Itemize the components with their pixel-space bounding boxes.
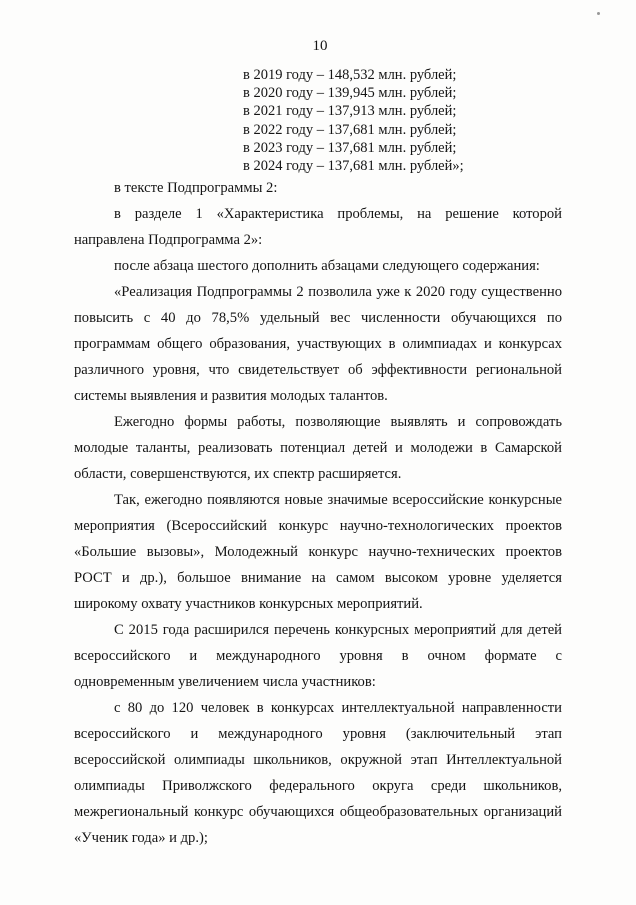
- paragraph-line: всероссийского и международного уровня (заключительный этап: [74, 726, 562, 742]
- budget-line-2020: в 2020 году – 139,945 млн. рублей;: [243, 85, 457, 102]
- paragraph-line: С 2015 года расширился перечень конкурсных мероприятий для детей: [114, 622, 562, 638]
- paragraph-line: программам общего образования, участвующих в олимпиадах и конкурсах: [74, 336, 562, 352]
- budget-line-2023: в 2023 году – 137,681 млн. рублей;: [243, 139, 457, 156]
- budget-line-2021: в 2021 году – 137,913 млн. рублей;: [243, 103, 457, 120]
- paragraph-80-to-120: [74, 695, 562, 851]
- paragraph-line: области, совершенствуются, их спектр расширяется.: [74, 466, 402, 482]
- paragraph-line: молодые таланты, реализовать потенциал детей и молодежи в Самарской: [74, 440, 562, 456]
- paragraph-realization: [74, 279, 562, 409]
- paragraph-yearly-forms: [74, 409, 562, 487]
- paragraph-line: с 80 до 120 человек в конкурсах интеллектуальной направленности: [114, 700, 562, 716]
- paragraph-since-2015: [74, 617, 562, 695]
- budget-list: [243, 66, 464, 175]
- paragraph-line: одновременным увеличением числа участников:: [74, 674, 376, 690]
- paragraph-line: направлена Подпрограмма 2»:: [74, 232, 263, 248]
- budget-line-2019: в 2019 году – 148,532 млн. рублей;: [243, 67, 457, 83]
- paragraph-line: РОСТ и др.), большое внимание на самом высоком уровне уделяется: [74, 570, 562, 586]
- paragraph-line: олимпиады Приволжского федерального округа среди школьников,: [74, 778, 562, 794]
- paragraph-line: «Реализация Подпрограммы 2 позволила уже к 2020 году существенно: [114, 284, 562, 300]
- paragraph-section-1: [74, 201, 562, 253]
- paragraph-subprogram-text: [74, 175, 562, 201]
- paragraph-line: повысить с 40 до 78,5% удельный вес численности обучающихся по: [74, 310, 562, 326]
- paragraph-line: всероссийской олимпиады школьников, окружной этап Интеллектуальной: [74, 752, 562, 768]
- paragraph-line: различного уровня, что свидетельствует об эффективности региональной: [74, 362, 562, 378]
- paragraph-line: Так, ежегодно появляются новые значимые всероссийские конкурсные: [114, 492, 562, 508]
- paragraph-after-sixth: [74, 253, 562, 279]
- paragraph-line: Ежегодно формы работы, позволяющие выявлять и сопровождать: [114, 414, 562, 430]
- paragraph-line: мероприятия (Всероссийский конкурс научно-технологических проектов: [74, 518, 562, 534]
- paragraph-line: системы выявления и развития молодых талантов.: [74, 388, 388, 404]
- paragraph-line: в тексте Подпрограммы 2:: [114, 180, 278, 196]
- paragraph-line: широкому охвату участников конкурсных мероприятий.: [74, 596, 423, 612]
- page-number: 10: [312, 38, 328, 54]
- paragraph-line: всероссийского и международного уровня в очном формате с: [74, 648, 562, 664]
- paragraph-line: «Ученик года» и др.);: [74, 830, 208, 846]
- paragraph-line: межрегиональный конкурс обучающихся общеобразовательных организаций: [74, 804, 562, 820]
- paragraph-line: в разделе 1 «Характеристика проблемы, на решение которой: [114, 206, 562, 222]
- paragraph-line: «Большие вызовы», Молодежный конкурс научно-технических проектов: [74, 544, 562, 560]
- scan-artifact: [597, 12, 600, 15]
- budget-line-2024: в 2024 году – 137,681 млн. рублей»;: [243, 158, 464, 175]
- paragraph-line: после абзаца шестого дополнить абзацами следующего содержания:: [114, 258, 540, 274]
- budget-line-2022: в 2022 году – 137,681 млн. рублей;: [243, 121, 457, 138]
- paragraph-new-events: [74, 487, 562, 617]
- body-text: [74, 175, 562, 851]
